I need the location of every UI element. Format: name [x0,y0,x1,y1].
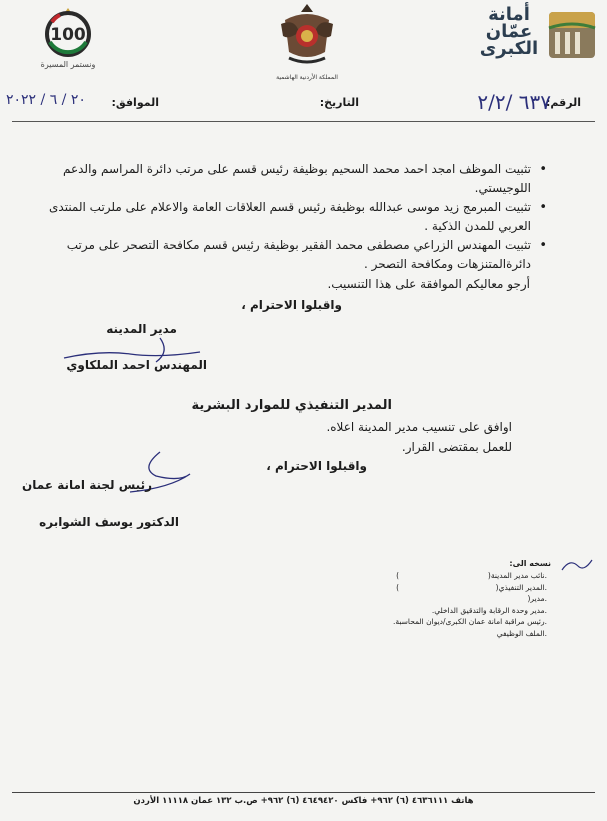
cc-heading: نسخه الى: [509,559,551,568]
hr-heading: المدير التنفيذي للموارد البشرية [191,398,392,413]
number-label: الرقم: [546,96,581,109]
hr-line1: اوافق على تنسيب مدير المدينة اعلاه. [326,420,512,434]
amman-logo [479,2,601,64]
amman-citadel-icon [543,2,601,62]
list-item: • تثبيت الموظف امجد احمد محمد السحيم بوظيفة رئيس قسم على مرتب دائرة المراسم والدعم اللوجيستي. [47,160,547,198]
crest-caption: المملكة الأردنية الهاشمية [276,74,338,81]
committee-name: الدكتور يوسف الشوابره [39,515,179,529]
org-name-line2: عمّان [485,21,533,42]
regards-text: واقبلوا الاحترام ، [241,298,342,312]
org-name-line1: أمانة [488,4,530,25]
approved-label: الموافق: [111,96,159,109]
reference-line [0,90,607,114]
footer-contact: هاتف ٤٦٣٦١١١ (٦) ٩٦٢+ فاكس ٤٦٤٩٤٢٠ (٦) ٩٦٢+ ص.ب ١٣٢ عمان ١١١١٨ الأردن [133,796,474,806]
list-item: .مدير وحدة الرقابة والتدقيق الداخلي. [431,605,547,615]
approved-value: ٢٠ / ٦ / ٢٠٢٢ [6,92,86,108]
footer-divider [12,792,595,793]
list-item: • تثبيت المهندس الزراعي مصطفى محمد الفقير بوظيفة رئيس قسم مكافحة التصحر على مرتب دائرةالمتنزهات ومكافحة التصحر . [47,236,547,274]
list-item: .المدير التنفيذي( [495,582,547,592]
number-value: ٦٣٧ /٢/٢ [477,90,551,114]
signer-title: مدير المدينه [106,322,177,336]
list-item: .نائب مدير المدينة( [487,571,547,580]
initials-mark-icon [560,556,594,576]
hr-regards: واقبلوا الاحترام ، [266,459,367,473]
request-text: أرجو معاليكم الموافقة على هذا التنسيب. [327,277,530,291]
centenary-emblem-icon [38,4,98,58]
jubilee-number: 100 [50,25,86,45]
list-item: .مدير( [527,594,547,603]
crest-emblem-icon [277,2,337,68]
royal-crest [262,2,352,90]
cc-paren-close: ) [396,571,399,580]
list-item: • تثبيت المبرمج زيد موسى عبدالله بوظيفة رئيس قسم العلاقات العامة والاعلام على ملرتب المنتدى العربي للمدن الذكية . [47,198,547,236]
signer-name: المهندس احمد الملكاوي [66,358,207,372]
committee-title: رئيس لجنة امانة عمان [22,478,152,492]
centenary-logo [18,4,118,74]
list-item: .الملف الوظيفي [496,628,547,638]
list-item: .رئيس مراقبة امانة عمان الكبرى/ديوان المحاسبة. [392,617,547,626]
hr-line2: للعمل بمقتضى القرار. [401,440,512,454]
header-divider [12,121,595,122]
cc-paren-close: ) [396,582,399,592]
org-name [479,6,539,57]
cc-list [393,570,547,639]
date-label: التاريخ: [319,96,359,109]
jubilee-tagline: ونستمر المسيرة [40,60,96,69]
appointment-list [47,160,547,274]
org-name-line3: الكبرى [479,38,539,59]
